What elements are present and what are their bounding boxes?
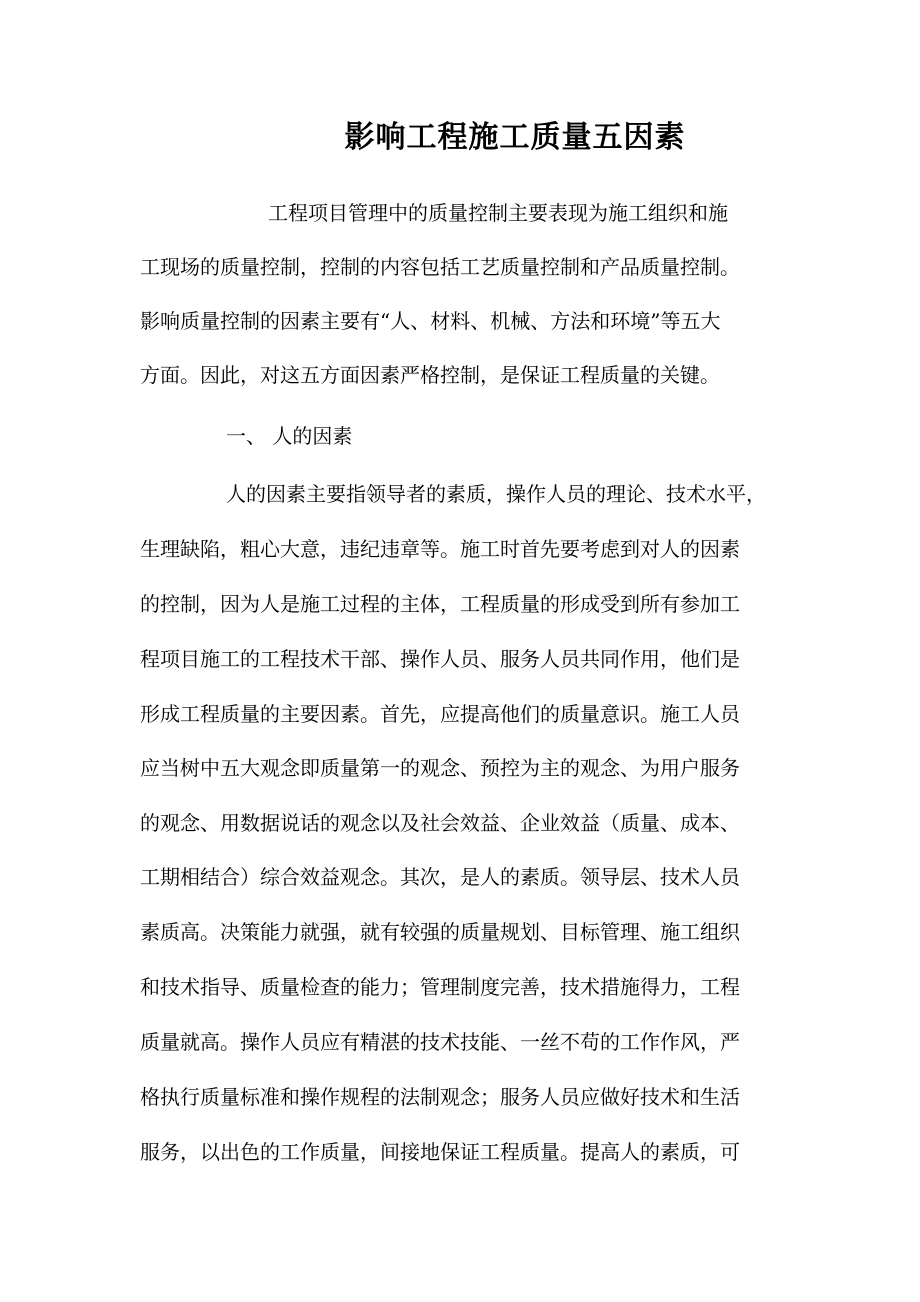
paragraph-line: 格执行质量标准和操作规程的法制观念；服务人员应做好技术和生活 [140, 1085, 740, 1109]
paragraph-line: 工现场的质量控制，控制的内容包括工艺质量控制和产品质量控制。 [140, 255, 740, 279]
paragraph-line: 人的因素主要指领导者的素质，操作人员的理论、技术水平， [226, 482, 766, 506]
paragraph-line: 生理缺陷，粗心大意，违纪违章等。施工时首先要考虑到对人的因素 [140, 537, 740, 561]
paragraph-line: 质量就高。操作人员应有精湛的技术技能、一丝不苟的工作作风，严 [140, 1030, 740, 1054]
paragraph-line: 工期相结合）综合效益观念。其次，是人的素质。领导层、技术人员 [140, 865, 740, 889]
paragraph-line: 应当树中五大观念即质量第一的观念、预控为主的观念、为用户服务 [140, 756, 740, 780]
document-title: 影响工程施工质量五因素 [344, 120, 686, 155]
paragraph-line: 的控制，因为人是施工过程的主体，工程质量的形成受到所有参加工 [140, 592, 740, 616]
paragraph-line: 方面。因此，对这五方面因素严格控制，是保证工程质量的关键。 [140, 363, 720, 387]
section-heading: 一、 人的因素 [226, 424, 353, 448]
paragraph-line: 工程项目管理中的质量控制主要表现为施工组织和施 [268, 201, 728, 225]
paragraph-line: 程项目施工的工程技术干部、操作人员、服务人员共同作用，他们是 [140, 647, 740, 671]
paragraph-line: 影响质量控制的因素主要有“人、材料、机械、方法和环境”等五大 [140, 309, 721, 333]
paragraph-line: 素质高。决策能力就强，就有较强的质量规划、目标管理、施工组织 [140, 920, 740, 944]
paragraph-line: 的观念、用数据说话的观念以及社会效益、企业效益（质量、成本、 [140, 811, 740, 835]
paragraph-line: 和技术指导、质量检查的能力；管理制度完善，技术措施得力，工程 [140, 975, 740, 999]
paragraph-line: 服务，以出色的工作质量，间接地保证工程质量。提高人的素质，可 [140, 1140, 740, 1164]
paragraph-line: 形成工程质量的主要因素。首先，应提高他们的质量意识。施工人员 [140, 702, 740, 726]
